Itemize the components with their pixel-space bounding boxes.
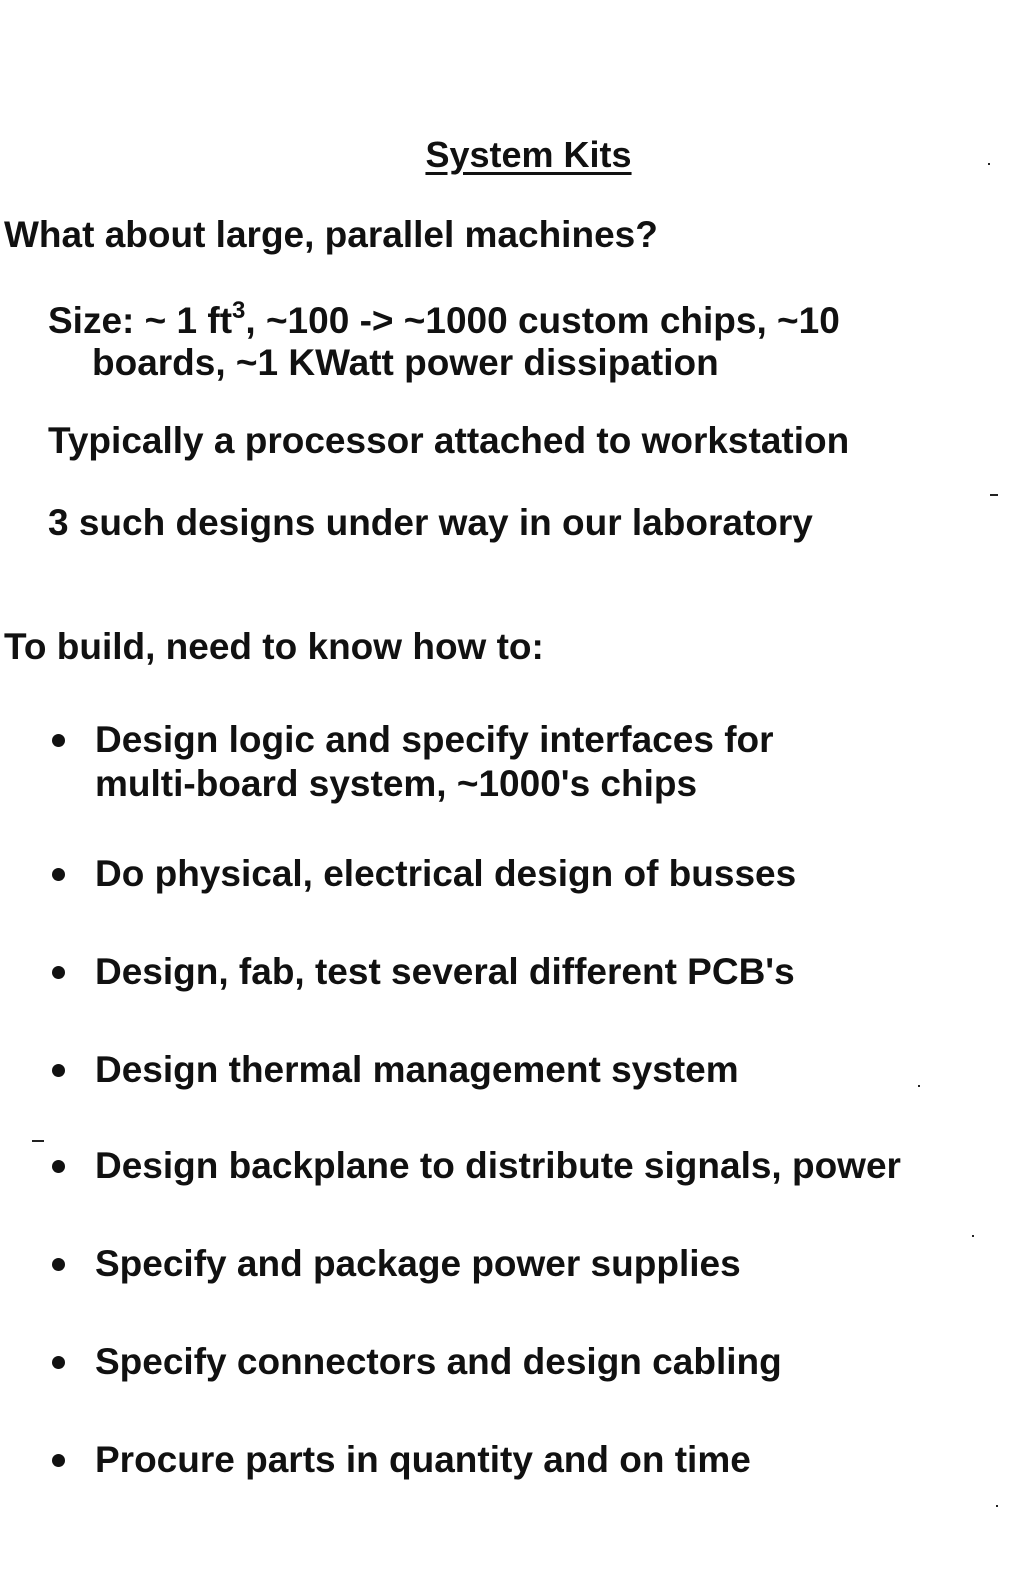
bullet-item	[52, 1048, 739, 1092]
bullet-text: Specify and package power supplies	[95, 1243, 741, 1284]
to-build-heading: To build, need to know how to:	[4, 626, 544, 667]
bullet-item	[52, 718, 774, 806]
bullet-text: Specify connectors and design cabling	[95, 1341, 782, 1382]
question-line: What about large, parallel machines?	[4, 214, 658, 255]
bullet-dot-icon	[52, 1064, 65, 1077]
size-prefix: Size: ~ 1 ft	[48, 300, 233, 341]
bullet-item	[52, 852, 796, 896]
scan-speck	[990, 494, 998, 496]
bullet-dot-icon	[52, 966, 65, 979]
bullet-item	[52, 1340, 782, 1384]
bullet-item	[52, 1144, 901, 1188]
scan-speck	[32, 1140, 44, 1142]
bullet-item	[52, 1438, 751, 1482]
bullet-dot-icon	[52, 1356, 65, 1369]
page-title: System Kits	[425, 134, 632, 175]
size-continuation: boards, ~1 KWatt power dissipation	[92, 342, 719, 383]
bullet-text: Design, fab, test several different PCB's	[95, 951, 795, 992]
bullet-dot-icon	[52, 734, 65, 747]
scan-speck	[972, 1235, 974, 1237]
bullet-dot-icon	[52, 1258, 65, 1271]
size-line	[48, 296, 840, 384]
bullet-dot-icon	[52, 868, 65, 881]
bullet-item	[52, 950, 795, 994]
scan-speck	[988, 163, 990, 165]
size-superscript: 3	[232, 296, 246, 324]
bullet-item	[52, 1242, 741, 1286]
bullet-text: Design logic and specify interfaces for	[95, 719, 774, 760]
bullet-text: Do physical, electrical design of busses	[95, 853, 797, 894]
bullet-text: Design backplane to distribute signals, power	[95, 1145, 901, 1186]
scan-speck	[996, 1505, 998, 1507]
bullet-dot-icon	[52, 1160, 65, 1173]
scan-speck	[918, 1085, 920, 1087]
designs-line: 3 such designs under way in our laboratory	[48, 502, 813, 543]
bullet-dot-icon	[52, 1454, 65, 1467]
bullet-text: Procure parts in quantity and on time	[95, 1439, 751, 1480]
size-rest: , ~100 -> ~1000 custom chips, ~10	[245, 300, 840, 341]
bullet-text: Design thermal management system	[95, 1049, 739, 1090]
typically-line: Typically a processor attached to workstation	[48, 420, 850, 461]
bullet-text-continuation: multi-board system, ~1000's chips	[95, 763, 698, 804]
